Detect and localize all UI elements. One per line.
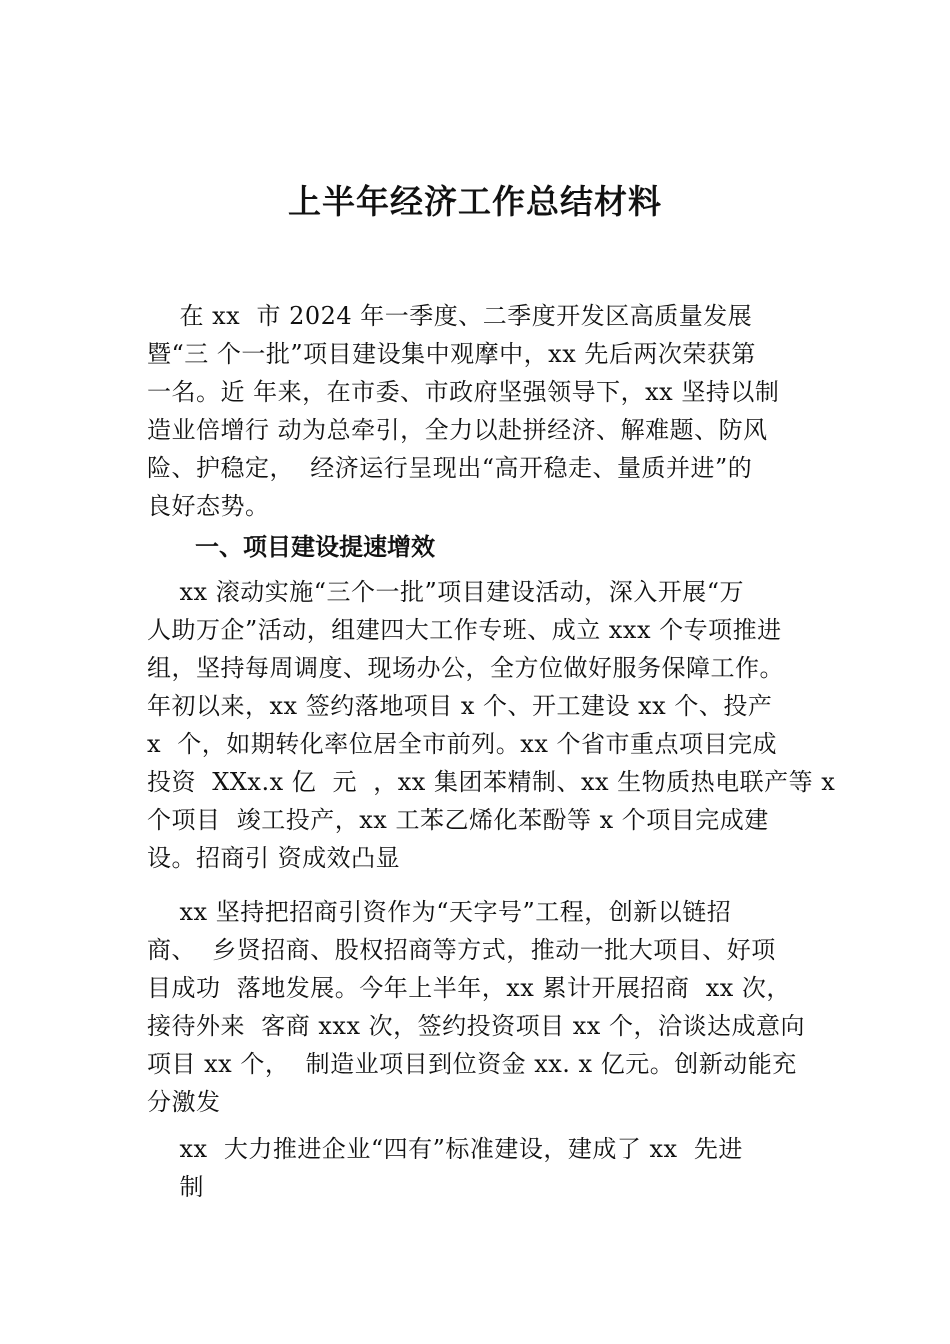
text-line: 制 [147,1173,205,1201]
text-line: 个项目 竣工投产，xx 工苯乙烯化苯酚等 x 个项目完成建 [147,806,769,834]
paragraph-innovation [147,1130,827,1206]
text-line: 造业倍增行 动为总牵引，全力以赴拼经济、解难题、防风 [147,416,768,444]
text-line: 一名。近 年来，在市委、市政府坚强领导下，xx 坚持以制 [147,378,780,406]
document-title: 上半年经济工作总结材料 [288,182,662,221]
text-line: 组，坚持每周调度、现场办公，全方位做好服务保障工作。 [147,654,784,682]
text-line: xx 坚持把招商引资作为“天字号”工程，创新以链招 [147,898,732,926]
paragraph-projects [147,573,836,877]
text-line: 年初以来，xx 签约落地项目 x 个、开工建设 xx 个、投产 [147,692,773,720]
paragraph-intro [147,297,827,525]
section-heading: 一、项目建设提速增效 [195,533,435,561]
text-line: 良好态势。 [147,492,270,520]
text-line: 项目 xx 个， 制造业项目到位资金 xx. x 亿元。创新动能充 [147,1050,797,1078]
text-line: 商、 乡贤招商、股权招商等方式，推动一批大项目、好项 [147,936,776,964]
text-line: 接待外来 客商 xxx 次，签约投资项目 xx 个，洽谈达成意向 [147,1012,805,1040]
text-line: x 个，如期转化率位居全市前列。xx 个省市重点项目完成 [147,730,777,758]
text-line: 投资 XXx.x 亿 元 ，xx 集团苯精制、xx 生物质热电联产等 x [147,768,836,796]
text-line: 目成功 落地发展。今年上半年，xx 累计开展招商 xx 次， [147,974,791,1002]
paragraph-investment [147,893,827,1121]
text-line: 险、护稳定， 经济运行呈现出“高开稳走、量质并进”的 [147,454,753,482]
text-line: 暨“三 个一批”项目建设集中观摩中，xx 先后两次荣获第 [147,340,756,368]
text-line: 分激发 [147,1088,221,1116]
text-line: 人助万企”活动，组建四大工作专班、成立 xxx 个专项推进 [147,616,782,644]
text-line: 设。招商引 资成效凸显 [147,844,401,872]
text-line: xx 大力推进企业“四有”标准建设，建成了 xx 先进 [147,1135,743,1163]
text-line: xx 滚动实施“三个一批”项目建设活动，深入开展“万 [147,578,745,606]
text-line: 在 xx 市 2024 年一季度、二季度开发区高质量发展 [147,302,753,330]
